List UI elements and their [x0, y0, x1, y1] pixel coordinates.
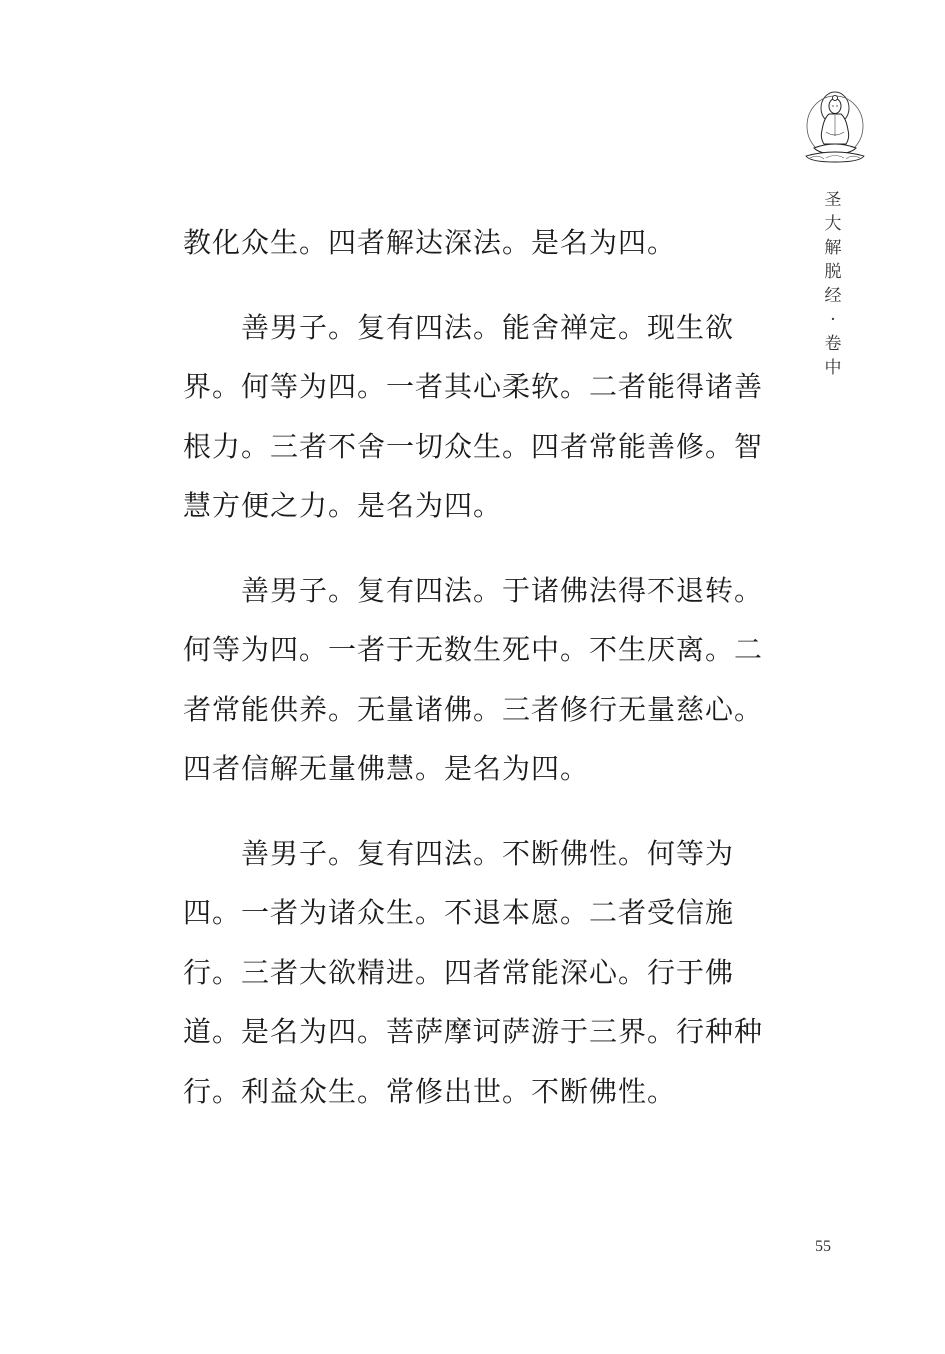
text-line: 行。利益众生。常修出世。不断佛性。 — [183, 1074, 677, 1108]
running-head-char: 大 — [824, 214, 842, 234]
paragraph-3 — [183, 561, 763, 799]
text-line: 善男子。复有四法。能舍禅定。现生欲 — [241, 310, 735, 344]
running-head-char: 经 — [824, 286, 842, 306]
text-line: 行。三者大欲精进。四者常能深心。行于佛 — [183, 955, 735, 989]
text-line: 道。是名为四。菩萨摩诃萨游于三界。行种种 — [183, 1015, 763, 1048]
text-line: 善男子。复有四法。于诸佛法得不退转。 — [241, 573, 763, 607]
paragraph-1 — [183, 213, 763, 273]
running-head — [822, 188, 844, 380]
text-line: 者常能供养。无量诸佛。三者修行无量慈心。 — [183, 692, 763, 726]
text-line: 四。一者为诸众生。不退本愿。二者受信施 — [183, 896, 735, 929]
running-head-char: 解 — [824, 238, 842, 258]
paragraph-4 — [183, 824, 763, 1122]
running-head-char: · — [830, 310, 836, 330]
text-line: 根力。三者不舍一切众生。四者常能善修。智 — [183, 429, 763, 463]
running-head-char: 圣 — [824, 190, 842, 210]
body-text — [183, 213, 763, 1146]
running-head-char: 卷 — [824, 334, 842, 354]
running-head-char: 中 — [824, 358, 842, 378]
text-line: 何等为四。一者于无数生死中。不生厌离。二 — [183, 633, 763, 666]
text-line: 教化众生。四者解达深法。是名为四。 — [183, 226, 677, 259]
seated-buddha-icon — [800, 86, 870, 166]
running-head-char: 脱 — [824, 262, 842, 282]
text-line: 界。何等为四。一者其心柔软。二者能得诸善 — [183, 370, 763, 403]
text-line: 四者信解无量佛慧。是名为四。 — [183, 752, 590, 785]
paragraph-2 — [183, 298, 763, 536]
text-line: 善男子。复有四法。不断佛性。何等为 — [241, 836, 735, 870]
text-line: 慧方便之力。是名为四。 — [183, 489, 503, 522]
page-number: 55 — [815, 1238, 831, 1255]
